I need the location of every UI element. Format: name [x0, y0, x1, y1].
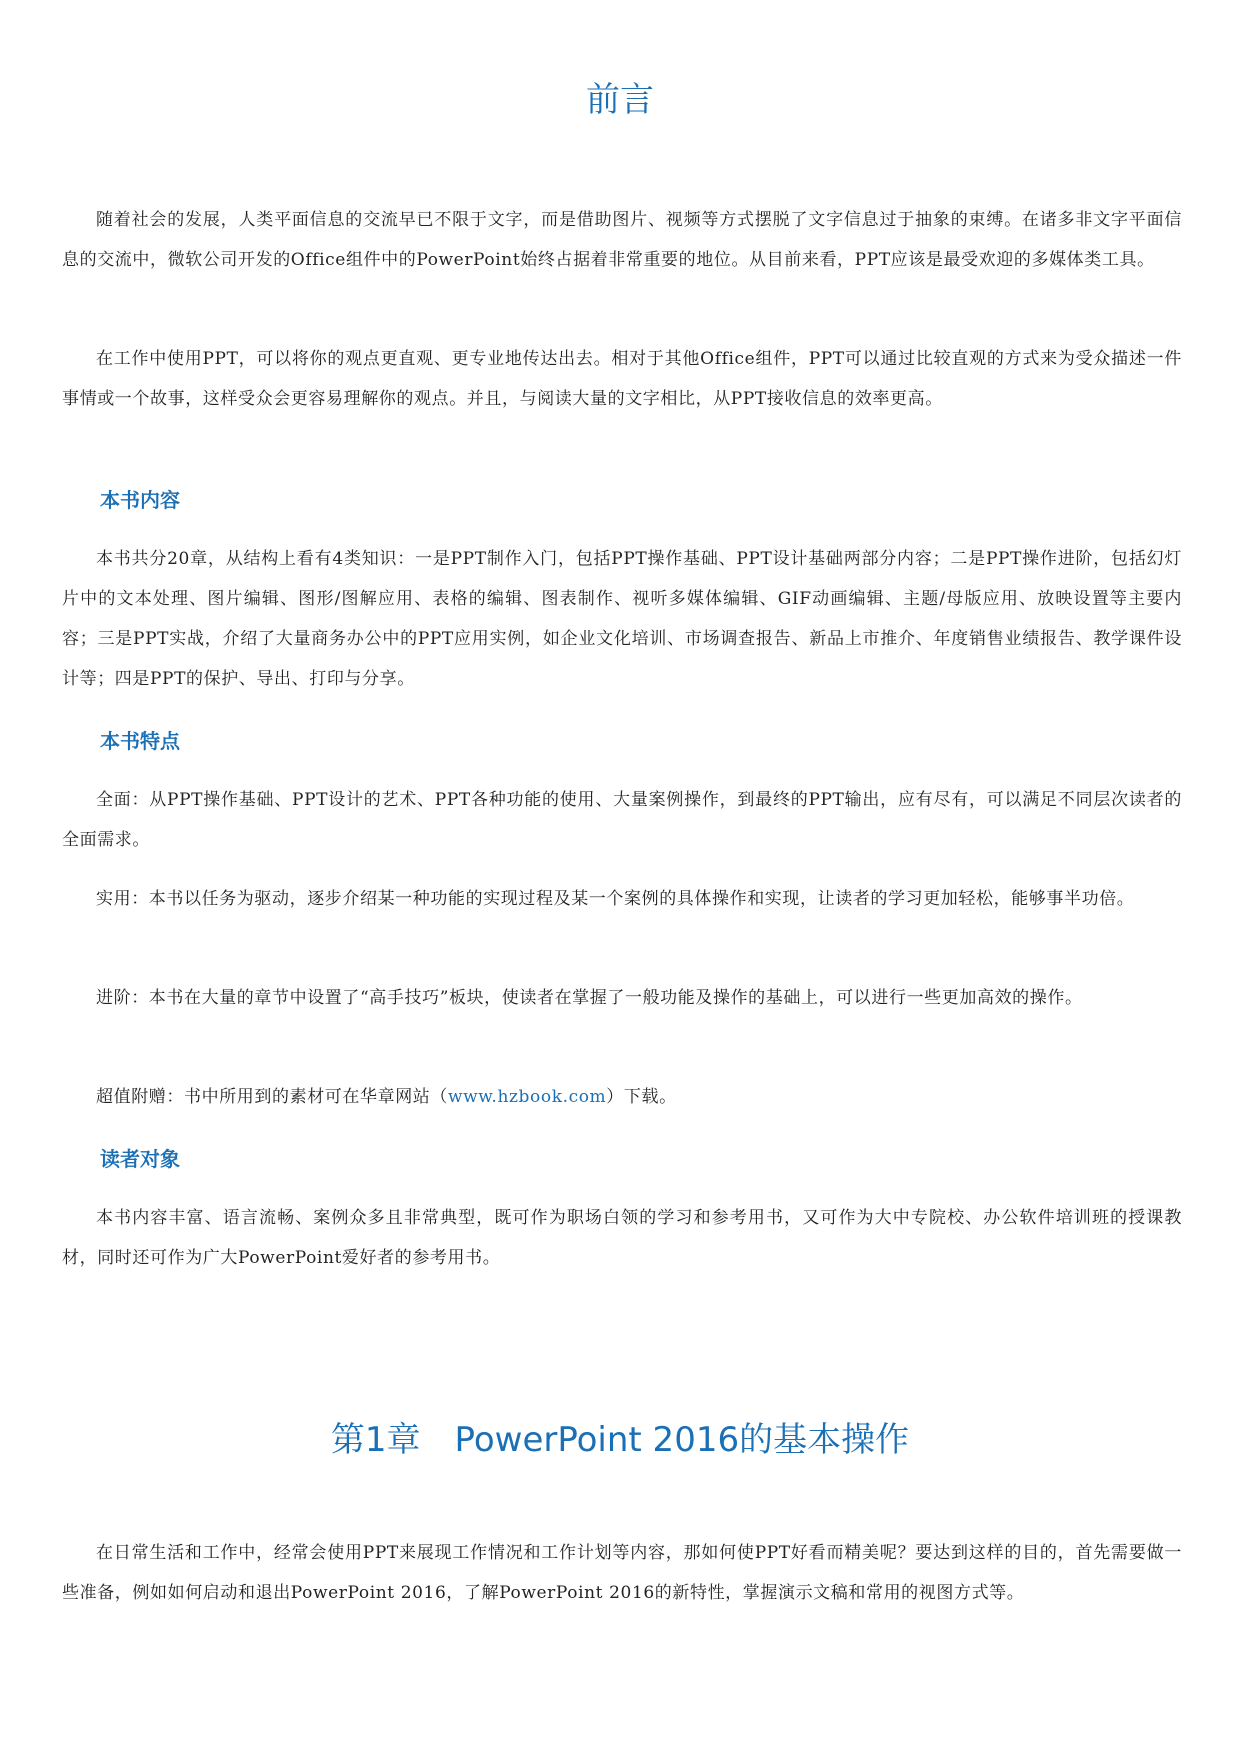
section-heading-features: 本书特点	[100, 729, 180, 753]
section-heading-contents: 本书内容	[100, 488, 180, 512]
preface-paragraph-2: 在工作中使用PPT，可以将你的观点更直观、更专业地传达出去。相对于其他Office组件，PPT可以通过比较直观的方式来为受众描述一件事情或一个故事，这样受众会更容易理解你的观点。并且，与阅读大量的文字相比，从PPT接收信息的效率更高。	[62, 349, 1182, 409]
hzbook-link[interactable]: www.hzbook.com	[448, 1087, 607, 1107]
feature-practical: 实用：本书以任务为驱动，逐步介绍某一种功能的实现过程及某一个案例的具体操作和实现，让读者的学习更加轻松，能够事半功倍。	[96, 889, 1135, 909]
chapter-1-intro: 在日常生活和工作中，经常会使用PPT来展现工作情况和工作计划等内容，那如何使PPT好看而精美呢？要达到这样的目的，首先需要做一些准备，例如如何启动和退出PowerPoint 2016，了解PowerPoint 2016的新特性，掌握演示文稿和常用的视图方式等。	[62, 1543, 1182, 1603]
chapter-1-title: 第1章 PowerPoint 2016的基本操作	[330, 1420, 910, 1460]
preface-paragraph-1: 随着社会的发展，人类平面信息的交流早已不限于文字，而是借助图片、视频等方式摆脱了文字信息过于抽象的束缚。在诸多非文字平面信息的交流中，微软公司开发的Office组件中的PowerPoint始终占据着非常重要的地位。从目前来看，PPT应该是最受欢迎的多媒体类工具。	[62, 210, 1182, 270]
contents-paragraph: 本书共分20章，从结构上看有4类知识：一是PPT制作入门，包括PPT操作基础、PPT设计基础两部分内容；二是PPT操作进阶，包括幻灯片中的文本处理、图片编辑、图形/图解应用、表格的编辑、图表制作、视听多媒体编辑、GIF动画编辑、主题/母版应用、放映设置等主要内容；三是PPT实战，介绍了大量商务办公中的PPT应用实例，如企业文化培训、市场调查报告、新品上市推介、年度销售业绩报告、教学课件设计等；四是PPT的保护、导出、打印与分享。	[62, 549, 1182, 689]
feature-advanced: 进阶：本书在大量的章节中设置了“高手技巧”板块，使读者在掌握了一般功能及操作的基础上，可以进行一些更加高效的操作。	[96, 988, 1083, 1008]
feature-comprehensive: 全面：从PPT操作基础、PPT设计的艺术、PPT各种功能的使用、大量案例操作，到最终的PPT输出，应有尽有，可以满足不同层次读者的全面需求。	[62, 790, 1182, 850]
bonus-suffix: ）下载。	[606, 1087, 677, 1107]
readers-paragraph: 本书内容丰富、语言流畅、案例众多且非常典型，既可作为职场白领的学习和参考用书，又可作为大中专院校、办公软件培训班的授课教材，同时还可作为广大PowerPoint爱好者的参考用书。	[62, 1208, 1182, 1268]
bonus-prefix: 超值附赠：书中所用到的素材可在华章网站（	[96, 1087, 448, 1107]
section-heading-readers: 读者对象	[100, 1147, 180, 1171]
bonus-paragraph	[62, 1077, 1182, 1117]
preface-title: 前言	[586, 80, 654, 120]
